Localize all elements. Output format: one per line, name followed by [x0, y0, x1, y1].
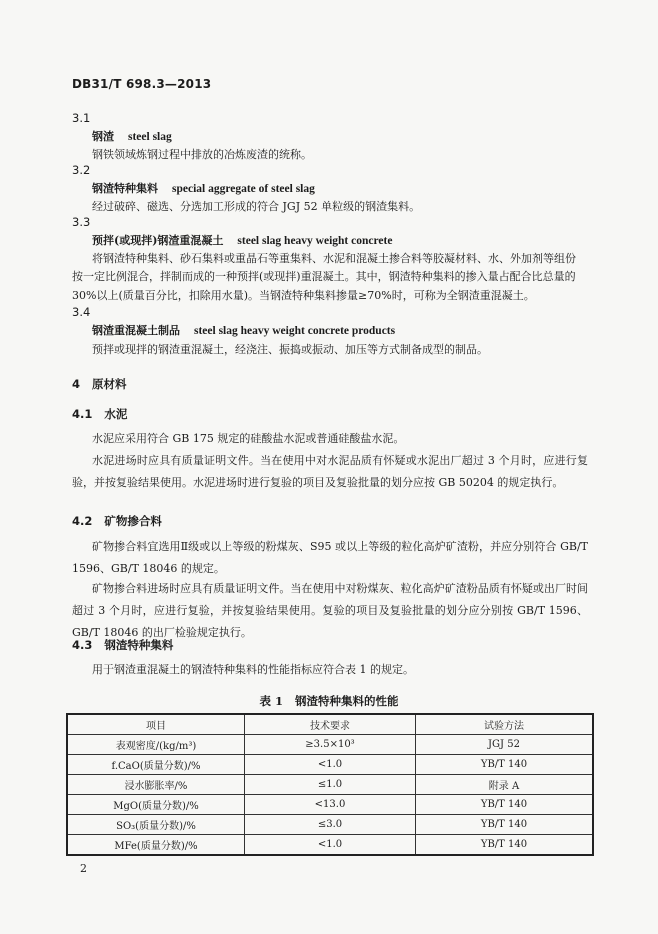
table-row — [67, 815, 593, 835]
table-cell: MFe(质量分数)/% — [67, 835, 245, 856]
table-label: 表 1 — [259, 694, 283, 708]
term-zh: 钢渣特种集料 — [92, 182, 158, 195]
section-number: 4 — [72, 377, 81, 391]
table-cell: 浸水膨胀率/% — [67, 775, 245, 795]
properties-table — [66, 713, 594, 856]
subsection-title: 矿物掺合料 — [104, 514, 162, 528]
table-cell: SO₃(质量分数)/% — [67, 815, 245, 835]
term-en: steel slag — [128, 131, 172, 143]
subsection-title: 水泥 — [104, 407, 128, 421]
table-cell: 附录 A — [416, 775, 594, 795]
term-zh: 钢渣重混凝土制品 — [92, 324, 180, 337]
table-cell: YB/T 140 — [416, 835, 594, 856]
table-header-row — [67, 714, 593, 735]
paragraph: 水泥应采用符合 GB 175 规定的硅酸盐水泥或普通硅酸盐水泥。 — [92, 432, 405, 445]
table-cell: YB/T 140 — [416, 795, 594, 815]
table-cell: YB/T 140 — [416, 815, 594, 835]
term-definition-line: 30%以上(质量百分比，扣除用水量)。当钢渣特种集料掺量≥70%时，可称为全钢渣重混凝土。 — [72, 289, 535, 302]
table-cell: f.CaO(质量分数)/% — [67, 755, 245, 775]
subsection-number: 4.2 — [72, 514, 93, 528]
subsection-heading — [72, 637, 173, 653]
table-cell: YB/T 140 — [416, 755, 594, 775]
standard-code: DB31/T 698.3—2013 — [72, 77, 212, 91]
page-number: 2 — [80, 862, 87, 875]
term-zh: 预拌(或现拌)钢渣重混凝土 — [92, 234, 224, 247]
table-title: 钢渣特种集料的性能 — [295, 694, 399, 708]
table-row — [67, 775, 593, 795]
table-cell: <13.0 — [245, 795, 416, 815]
term-heading — [92, 232, 392, 248]
table-row — [67, 795, 593, 815]
table-cell: ≤1.0 — [245, 775, 416, 795]
term-en: steel slag heavy weight concrete products — [194, 325, 396, 337]
col-header-method: 试验方法 — [416, 714, 594, 735]
paragraph: 水泥进场时应具有质量证明文件。当在使用中对水泥品质有怀疑或水泥出厂超过 3 个月时，应进行复验，并按复验结果使用。水泥进场时进行复验的项目及复验批量的划分应按 GB 50204 的规定执行。 — [72, 454, 588, 489]
table-row — [67, 755, 593, 775]
term-zh: 钢渣 — [92, 130, 114, 143]
paragraph: 矿物掺合料宜选用Ⅱ级或以上等级的粉煤灰、S95 或以上等级的粒化高炉矿渣粉，并应分别符合 GB/T 1596、GB/T 18046 的规定。 — [72, 540, 588, 575]
table-cell: ≤3.0 — [245, 815, 416, 835]
table-cell: <1.0 — [245, 755, 416, 775]
term-definition-line: 将钢渣特种集料、砂石集料或重晶石等重集料、水泥和混凝土掺合料等胶凝材料、水、外加剂等组份 — [92, 252, 576, 265]
paragraph: 用于钢渣重混凝土的钢渣特种集料的性能指标应符合表 1 的规定。 — [92, 663, 414, 676]
subsection-title: 钢渣特种集料 — [104, 638, 174, 652]
col-header-requirement: 技术要求 — [245, 714, 416, 735]
subsection-number: 4.3 — [72, 638, 93, 652]
table-cell: ≥3.5×10³ — [245, 735, 416, 755]
term-heading — [92, 180, 315, 196]
term-number: 3.1 — [72, 111, 91, 125]
section-title: 原材料 — [92, 377, 127, 391]
term-definition: 钢铁领域炼钢过程中排放的冶炼废渣的统称。 — [92, 148, 312, 161]
term-definition: 预拌或现拌的钢渣重混凝土，经浇注、振捣或振动、加压等方式制备成型的制品。 — [92, 343, 488, 356]
section-heading — [72, 376, 127, 392]
term-heading — [92, 128, 172, 144]
table-caption — [0, 693, 658, 709]
table-cell: <1.0 — [245, 835, 416, 856]
subsection-heading — [72, 406, 127, 422]
term-en: steel slag heavy weight concrete — [237, 235, 393, 247]
term-definition: 经过破碎、磁选、分选加工形成的符合 JGJ 52 单粒级的钢渣集料。 — [92, 200, 421, 213]
term-number: 3.4 — [72, 305, 91, 319]
subsection-heading — [72, 513, 162, 529]
subsection-number: 4.1 — [72, 407, 93, 421]
paragraph: 矿物掺合料进场时应具有质量证明文件。当在使用中对粉煤灰、粒化高炉矿渣粉品质有怀疑或出厂时间超过 3 个月时，应进行复验，并按复验结果使用。复验的项目及复验批量的划分应分别按 GB/T 1596、GB/T 18046 的出厂检验规定执行。 — [72, 582, 588, 639]
table-cell: MgO(质量分数)/% — [67, 795, 245, 815]
table-cell: 表观密度/(kg/m³) — [67, 735, 245, 755]
term-en: special aggregate of steel slag — [172, 183, 315, 195]
table-row — [67, 835, 593, 856]
term-heading — [92, 322, 395, 338]
table-cell: JGJ 52 — [416, 735, 594, 755]
table-row — [67, 735, 593, 755]
term-number: 3.2 — [72, 163, 91, 177]
col-header-item: 项目 — [67, 714, 245, 735]
term-number: 3.3 — [72, 215, 91, 229]
term-definition-line: 按一定比例混合，拌制而成的一种预拌(或现拌)重混凝土。其中，钢渣特种集料的掺入量占配合比总量的 — [72, 270, 576, 283]
